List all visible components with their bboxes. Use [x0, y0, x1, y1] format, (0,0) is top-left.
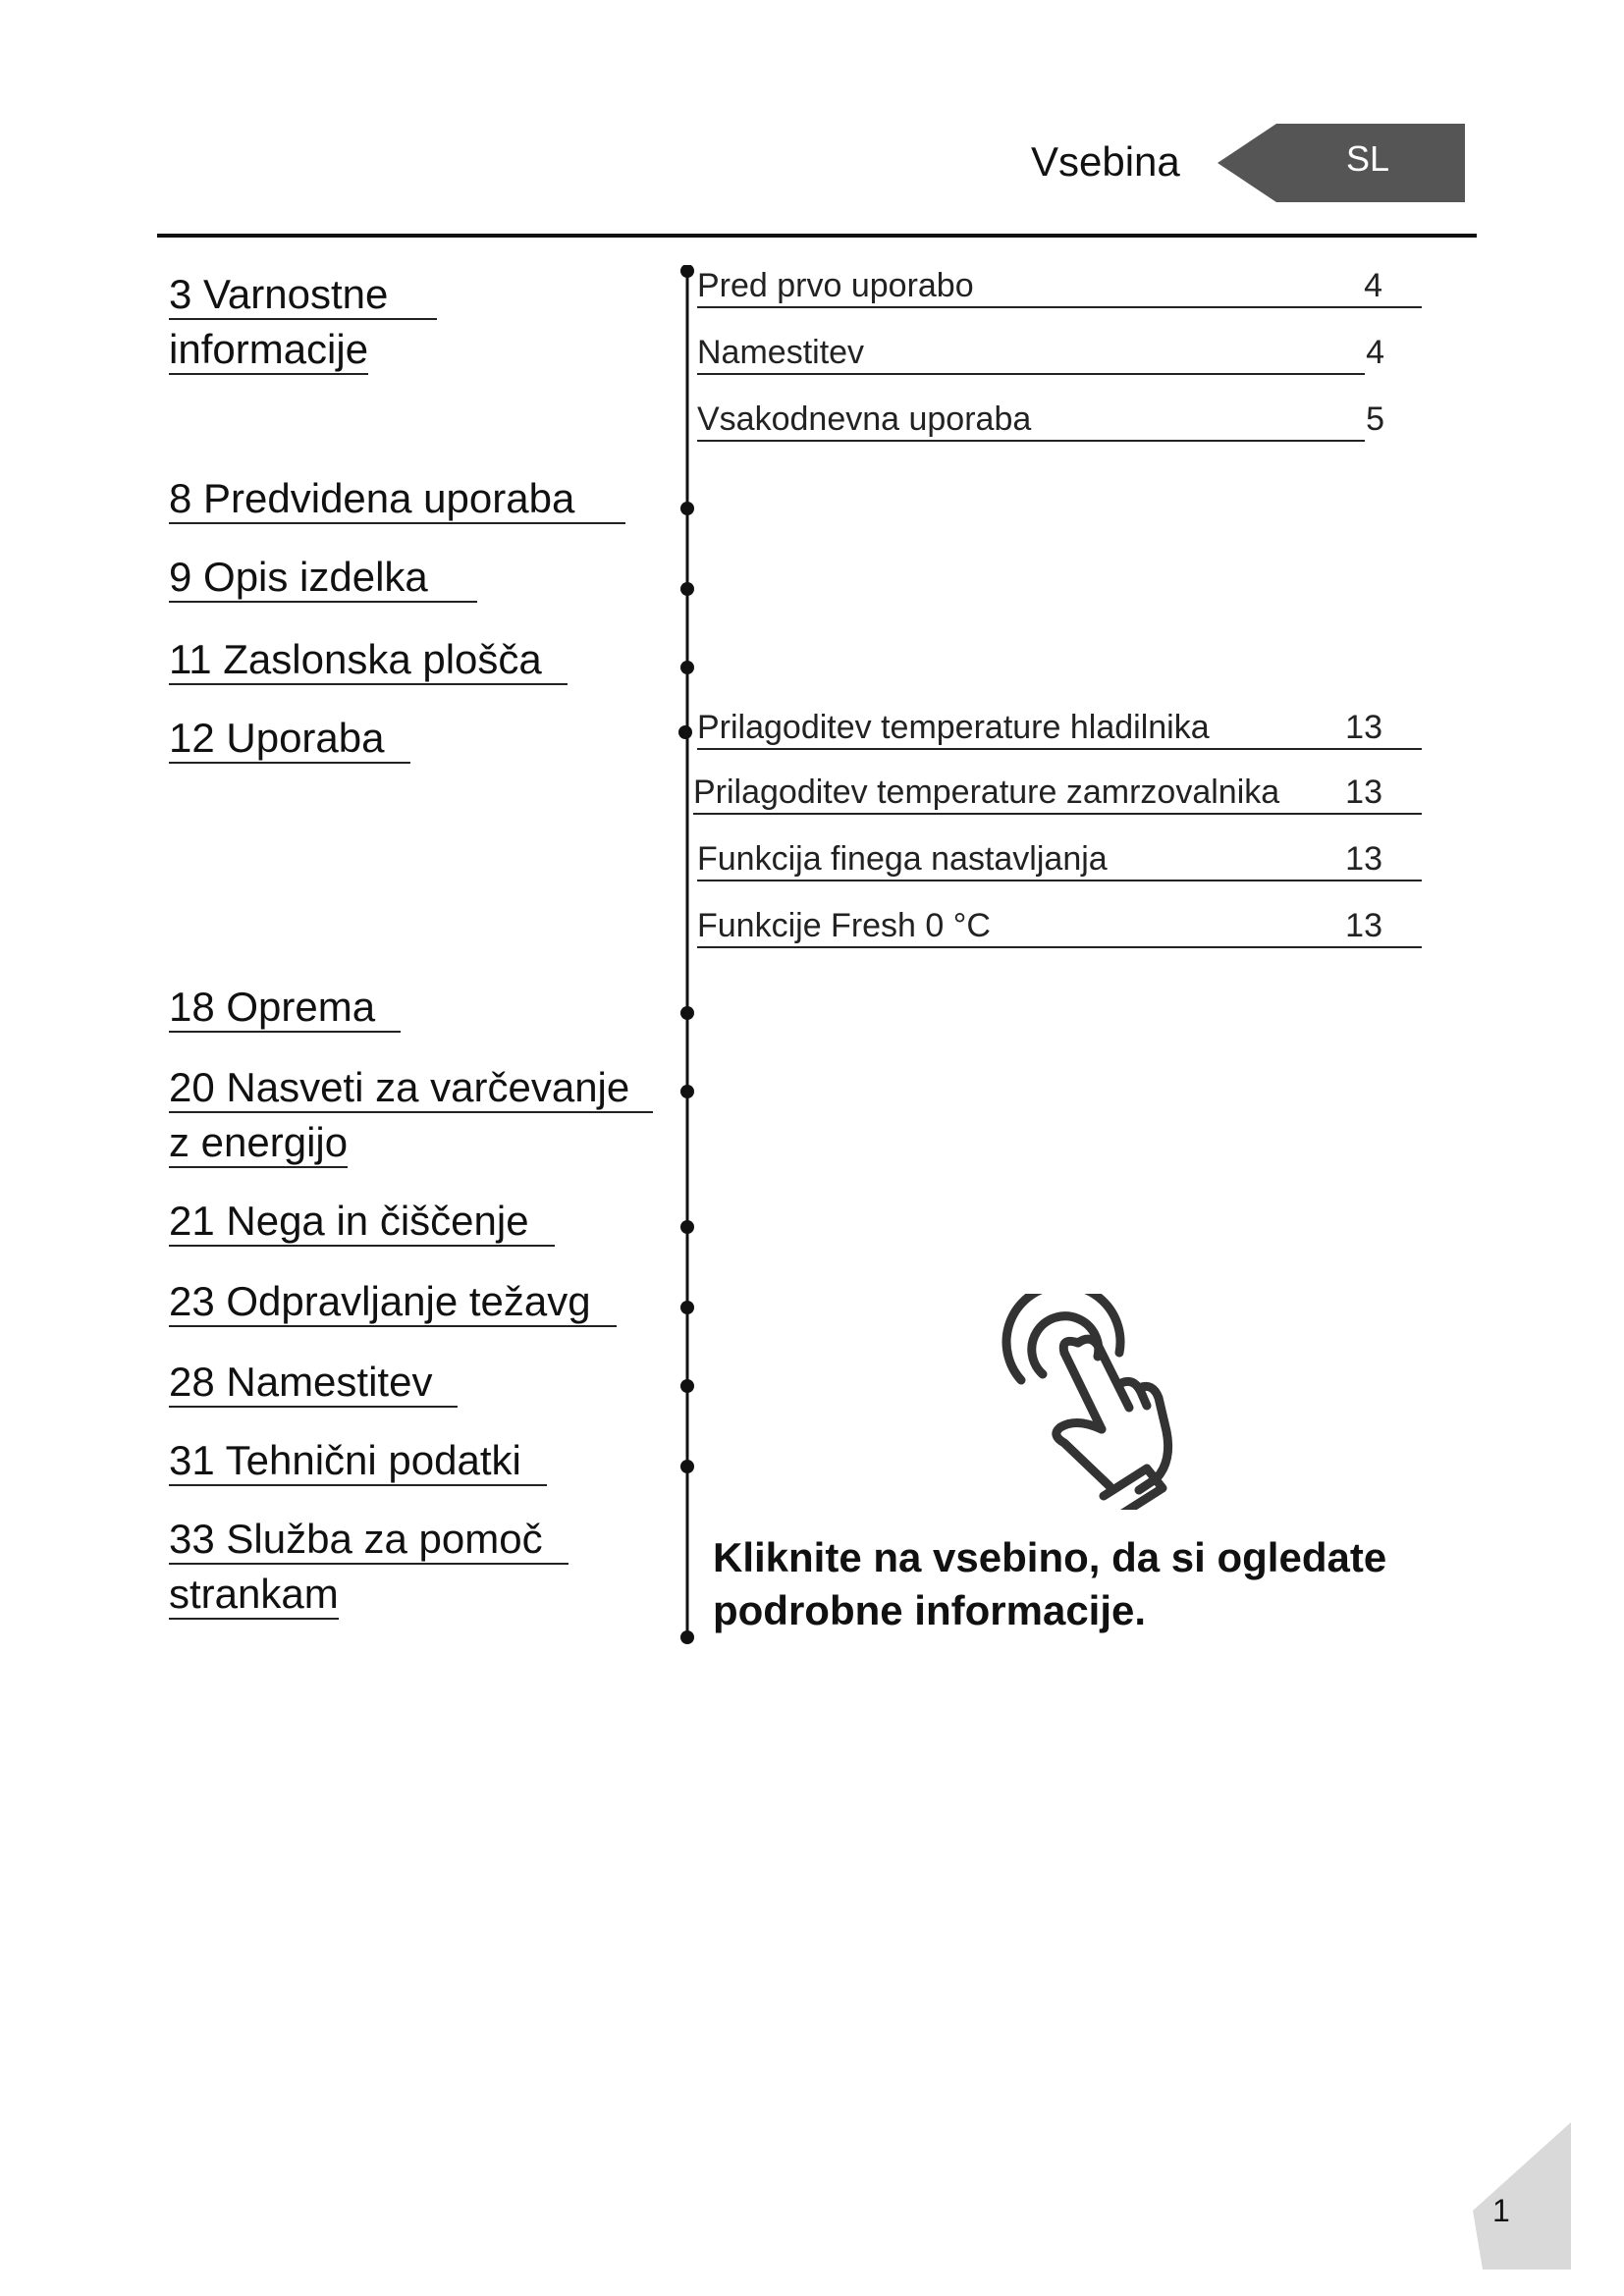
- chapter-troubleshooting[interactable]: [169, 1274, 617, 1329]
- page-title: Vsebina: [1031, 138, 1180, 185]
- subsection-label: Funkcije Fresh 0 °C: [697, 907, 991, 944]
- chapter-energy-saving-tips[interactable]: [169, 1060, 653, 1170]
- chapter-product-description[interactable]: [169, 550, 477, 605]
- chapter-line: 3 Varnostne: [169, 271, 388, 320]
- subsection-label: Namestitev: [697, 334, 865, 371]
- chapter-usage[interactable]: [169, 711, 410, 766]
- subsection-daily-use[interactable]: [697, 399, 1384, 442]
- chapter-technical-data[interactable]: [169, 1433, 547, 1488]
- subsection-fridge-temperature[interactable]: [697, 707, 1422, 750]
- subsection-label: Funkcija finega nastavljanja: [697, 840, 1108, 878]
- page-corner-shape: [1473, 2122, 1581, 2269]
- chapter-safety-information[interactable]: [169, 267, 437, 377]
- chapter-line: 8 Predvidena uporaba: [169, 475, 574, 524]
- chapter-line: informacije: [169, 326, 368, 375]
- subsection-label: Prilagoditev temperature hladilnika: [697, 709, 1210, 746]
- chapter-line: 23 Odpravljanje težavg: [169, 1278, 591, 1327]
- subsection-page: 4: [1366, 334, 1384, 371]
- chapter-line: 33 Služba za pomoč: [169, 1516, 543, 1565]
- chapter-line: 20 Nasveti za varčevanje: [169, 1064, 629, 1113]
- subsection-page: 5: [1366, 400, 1384, 438]
- toc-timeline: [668, 265, 707, 1649]
- chapter-line: 11 Zaslonska plošča: [169, 636, 542, 685]
- page-number: 1: [1492, 2193, 1510, 2228]
- subsection-page: 13: [1345, 840, 1382, 878]
- language-label: SL: [1345, 138, 1390, 179]
- chapter-line: 28 Namestitev: [169, 1359, 432, 1408]
- chapter-line: strankam: [169, 1571, 339, 1620]
- subsection-page: 13: [1345, 709, 1382, 746]
- chapter-care-and-cleaning[interactable]: [169, 1194, 555, 1249]
- hint-line: Kliknite na vsebino, da si ogledate: [713, 1534, 1387, 1580]
- chapter-customer-service[interactable]: [169, 1512, 568, 1622]
- chapter-display-panel[interactable]: [169, 632, 568, 687]
- subsection-page: 13: [1345, 907, 1382, 944]
- chapter-accessories[interactable]: [169, 980, 401, 1035]
- chapter-intended-use[interactable]: [169, 471, 625, 526]
- subsection-page: 13: [1345, 774, 1382, 811]
- subsection-before-first-use[interactable]: [697, 265, 1422, 308]
- subsection-label: Pred prvo uporabo: [697, 267, 974, 304]
- chapter-line: z energijo: [169, 1119, 348, 1168]
- subsection-fresh-zero[interactable]: [697, 905, 1422, 948]
- subsection-label: Vsakodnevna uporaba: [697, 400, 1032, 438]
- subsection-fine-tuning[interactable]: [697, 838, 1422, 881]
- subsection-freezer-temperature[interactable]: [693, 772, 1422, 815]
- chapter-line: 31 Tehnični podatki: [169, 1437, 521, 1486]
- header-divider: [157, 234, 1477, 238]
- click-hint: [713, 1531, 1459, 1637]
- pointing-hand-tap-icon: [982, 1294, 1178, 1510]
- chapter-line: 18 Oprema: [169, 984, 375, 1033]
- hint-line: podrobne informacije.: [713, 1587, 1147, 1633]
- subsection-page: 4: [1364, 267, 1382, 304]
- chapter-line: 12 Uporaba: [169, 715, 385, 764]
- chapter-installation[interactable]: [169, 1355, 458, 1410]
- subsection-installation[interactable]: [697, 332, 1384, 375]
- subsection-label: Prilagoditev temperature zamrzovalnika: [693, 774, 1280, 811]
- chapter-line: 9 Opis izdelka: [169, 554, 428, 603]
- chapter-line: 21 Nega in čiščenje: [169, 1198, 529, 1247]
